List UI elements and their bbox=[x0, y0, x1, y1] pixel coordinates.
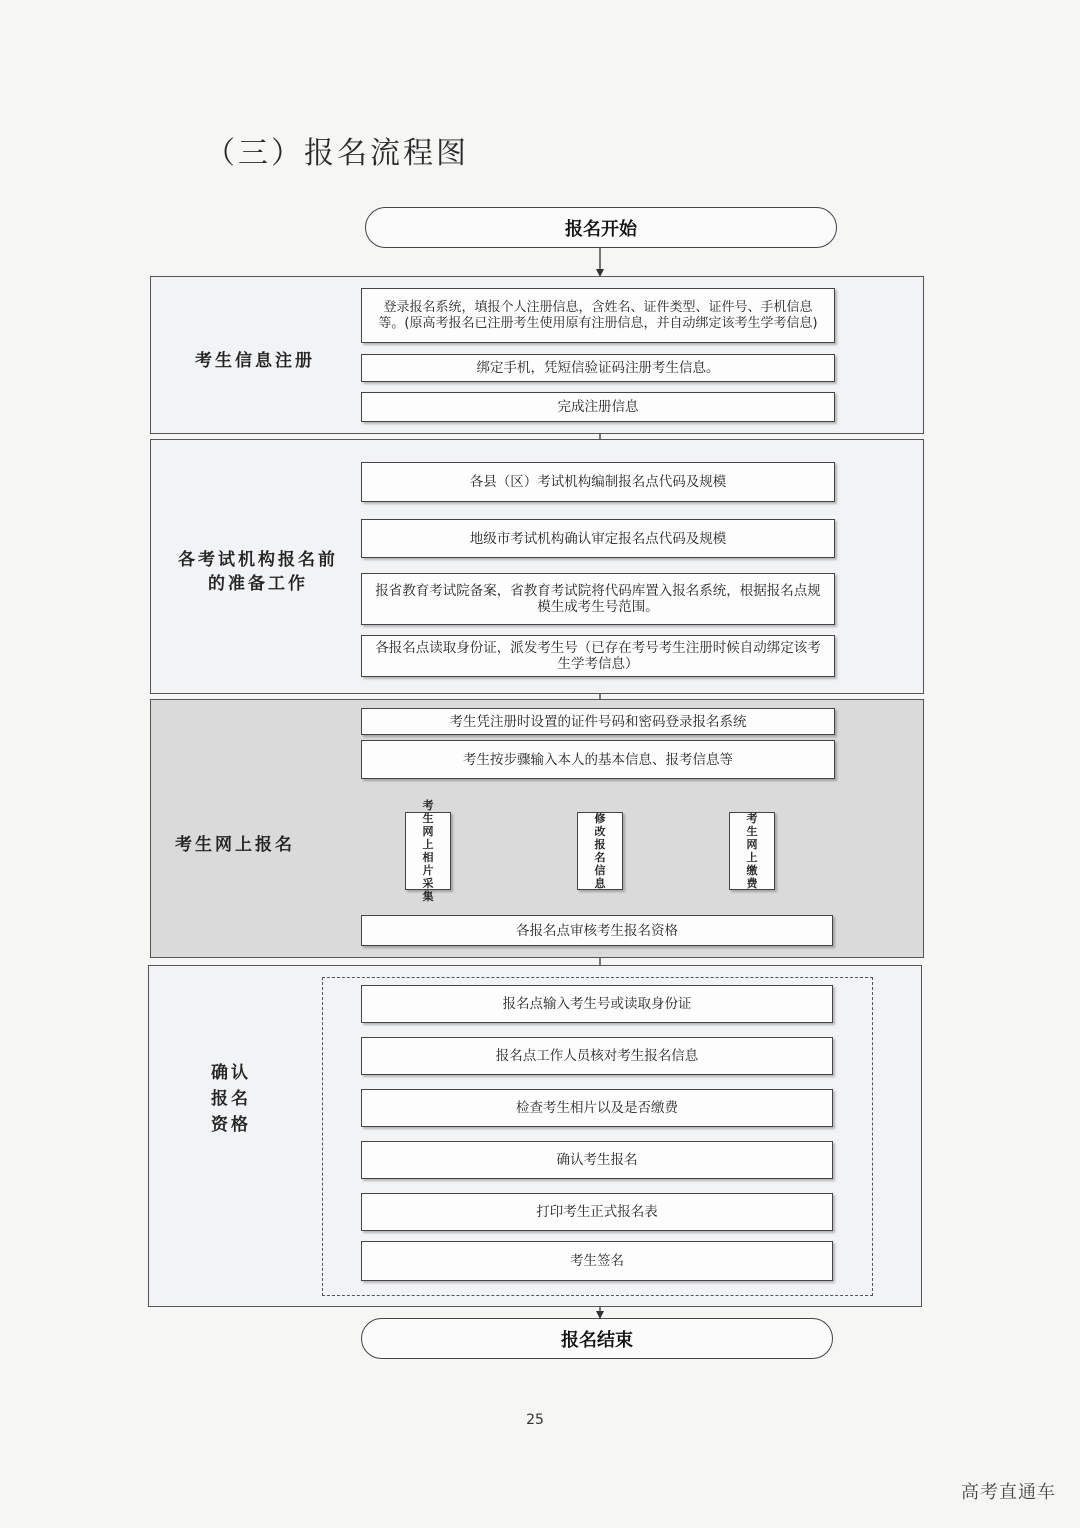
step-check-info: 报名点工作人员核对考生报名信息 bbox=[361, 1037, 833, 1075]
branch-modify-info: 修改报名信息 bbox=[577, 812, 623, 890]
step-input-exam-number: 报名点输入考生号或读取身份证 bbox=[361, 985, 833, 1023]
step-assign-exam-number: 各报名点读取身份证，派发考生号（已存在考号考生注册时候自动绑定该考生学考信息） bbox=[361, 635, 835, 677]
page-number: 25 bbox=[526, 1412, 544, 1428]
start-terminal bbox=[365, 207, 837, 248]
step-login-register: 登录报名系统，填报个人注册信息，含姓名、证件类型、证件号、手机信息等。(原高考报名已注册考生使用原有注册信息，并自动绑定该考生学考信息) bbox=[361, 288, 835, 343]
step-city-confirm: 地级市考试机构确认审定报名点代码及规模 bbox=[361, 519, 835, 558]
section-online-registration-label: 考生网上报名 bbox=[175, 835, 295, 855]
step-province-filing: 报省教育考试院备案，省教育考试院将代码库置入报名系统，根据报名点规模生成考生号范围。 bbox=[361, 573, 835, 625]
section-registration-label: 考生信息注册 bbox=[195, 351, 315, 371]
step-online-login: 考生凭注册时设置的证件号码和密码登录报名系统 bbox=[361, 708, 835, 735]
step-bind-phone: 绑定手机，凭短信验证码注册考生信息。 bbox=[361, 354, 835, 382]
end-label: 报名结束 bbox=[561, 1329, 633, 1351]
step-candidate-sign: 考生签名 bbox=[361, 1241, 833, 1281]
step-verify-eligibility: 各报名点审核考生报名资格 bbox=[361, 915, 833, 946]
step-check-photo-payment: 检查考生相片以及是否缴费 bbox=[361, 1089, 833, 1127]
watermark: 高考直通车 bbox=[961, 1482, 1056, 1503]
step-print-form: 打印考生正式报名表 bbox=[361, 1193, 833, 1231]
page-title: （三）报名流程图 bbox=[205, 136, 469, 171]
step-county-codes: 各县（区）考试机构编制报名点代码及规模 bbox=[361, 462, 835, 502]
branch-online-payment: 考生网上缴费 bbox=[729, 812, 775, 890]
branch-photo-upload: 考生网上相片采集 bbox=[405, 812, 451, 890]
section-confirmation-label: 确认报名资格 bbox=[211, 1063, 251, 1135]
section-preparation-label: 各考试机构报名前的准备工作 bbox=[178, 550, 338, 594]
step-complete-registration: 完成注册信息 bbox=[361, 392, 835, 422]
step-confirm-registration: 确认考生报名 bbox=[361, 1141, 833, 1179]
step-enter-info: 考生按步骤输入本人的基本信息、报考信息等 bbox=[361, 740, 835, 779]
start-label: 报名开始 bbox=[565, 218, 637, 240]
end-terminal bbox=[361, 1318, 833, 1359]
